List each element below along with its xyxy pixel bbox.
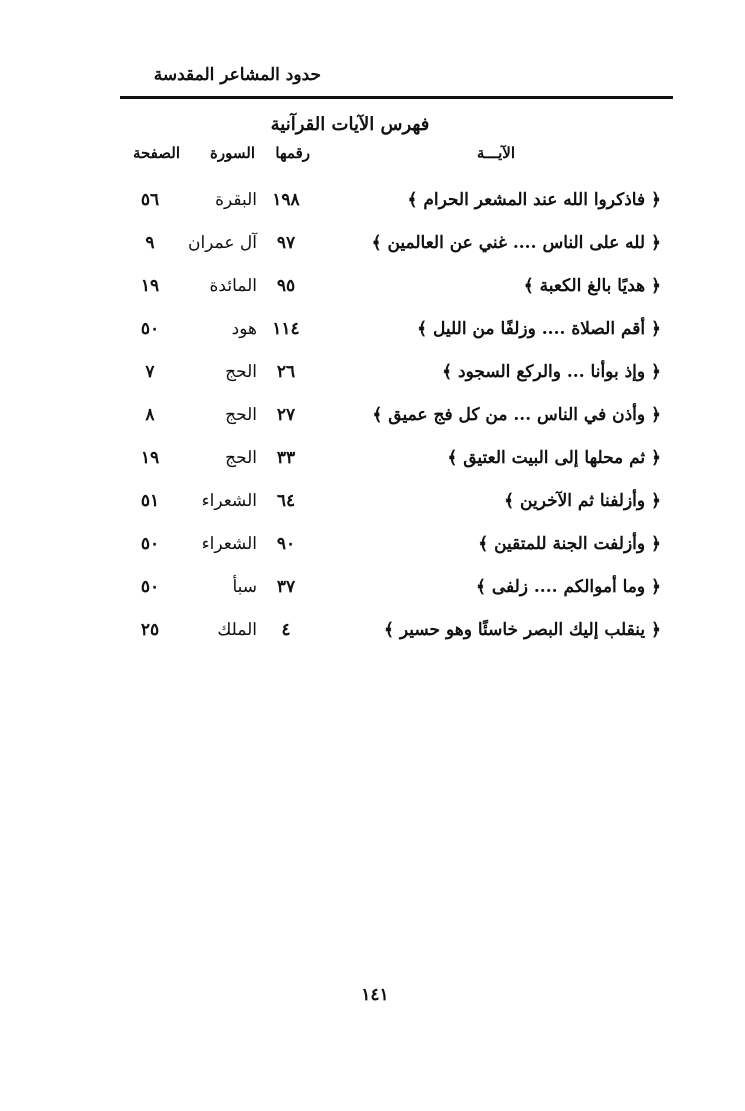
page-ref: ٧: [145, 362, 155, 382]
table-row: [0, 567, 745, 607]
column-header-number: رقمها: [275, 144, 310, 162]
page-number: ١٤١: [361, 985, 389, 1005]
page-ref: ٩: [145, 233, 155, 253]
page-ref: ٢٥: [140, 620, 160, 640]
page-ref: ٥١: [140, 491, 160, 511]
ayah-number: ٣٣: [276, 448, 296, 468]
table-row: [0, 180, 745, 220]
page-ref: ٥٠: [140, 534, 160, 554]
table-row: [0, 395, 745, 435]
table-row: [0, 438, 745, 478]
ayah-text: ﴿ وأذن في الناس ... من كل فج عميق ﴾: [372, 405, 661, 425]
table-row: [0, 481, 745, 521]
ayah-number: ١١٤: [272, 319, 300, 339]
surah-name: الحج: [225, 448, 257, 468]
ayah-number: ٩٠: [276, 534, 296, 554]
table-row: [0, 524, 745, 564]
ayah-text: ﴿ أقم الصلاة .... وزلفًا من الليل ﴾: [417, 319, 661, 339]
running-head: حدود المشاعر المقدسة: [153, 65, 321, 85]
ayah-text: ﴿ وما أموالكم .... زلفى ﴾: [475, 577, 661, 597]
ayah-number: ٤: [281, 620, 291, 640]
column-header-ayah: الآيـــة: [476, 144, 515, 162]
ayah-text: ﴿ وإذ بوأنا ... والركع السجود ﴾: [442, 362, 661, 382]
ayah-number: ٣٧: [276, 577, 296, 597]
surah-name: الحج: [225, 405, 257, 425]
column-header-surah: السورة: [210, 144, 255, 162]
table-row: [0, 266, 745, 306]
surah-name: الشعراء: [201, 534, 257, 554]
surah-name: آل عمران: [187, 233, 257, 253]
ayah-number: ٢٧: [276, 405, 296, 425]
page-ref: ٥٦: [140, 190, 160, 210]
page-ref: ٨: [145, 405, 155, 425]
table-row: [0, 610, 745, 650]
page-ref: ١٩: [140, 276, 160, 296]
ayah-text: ﴿ هديًا بالغ الكعبة ﴾: [523, 276, 661, 296]
ayah-number: ٩٧: [276, 233, 296, 253]
page-ref: ٥٠: [140, 319, 160, 339]
ayah-number: ١٩٨: [272, 190, 300, 210]
surah-name: الملك: [217, 620, 257, 640]
ayah-text: ﴿ ثم محلها إلى البيت العتيق ﴾: [447, 448, 661, 468]
ayah-number: ٦٤: [276, 491, 296, 511]
surah-name: الحج: [225, 362, 257, 382]
ayah-number: ٩٥: [276, 276, 296, 296]
page-ref: ٥٠: [140, 577, 160, 597]
ayah-text: ﴿ لله على الناس .... غني عن العالمين ﴾: [371, 233, 661, 253]
index-title: فهرس الآيات القرآنية: [270, 114, 430, 135]
ayah-text: ﴿ وأزلفت الجنة للمتقين ﴾: [478, 534, 661, 554]
ayah-text: ﴿ فاذكروا الله عند المشعر الحرام ﴾: [407, 190, 661, 210]
surah-name: المائدة: [209, 276, 257, 296]
surah-name: سبأ: [232, 577, 257, 597]
surah-name: هود: [231, 319, 257, 339]
ayah-text: ﴿ وأزلفنا ثم الآخرين ﴾: [504, 491, 661, 511]
surah-name: البقرة: [215, 190, 257, 210]
column-header-page: الصفحة: [132, 144, 180, 162]
ayah-text: ﴿ ينقلب إليك البصر خاسئًا وهو حسير ﴾: [383, 620, 661, 640]
page-ref: ١٩: [140, 448, 160, 468]
table-row: [0, 309, 745, 349]
table-row: [0, 223, 745, 263]
surah-name: الشعراء: [201, 491, 257, 511]
table-row: [0, 352, 745, 392]
ayah-number: ٢٦: [276, 362, 296, 382]
